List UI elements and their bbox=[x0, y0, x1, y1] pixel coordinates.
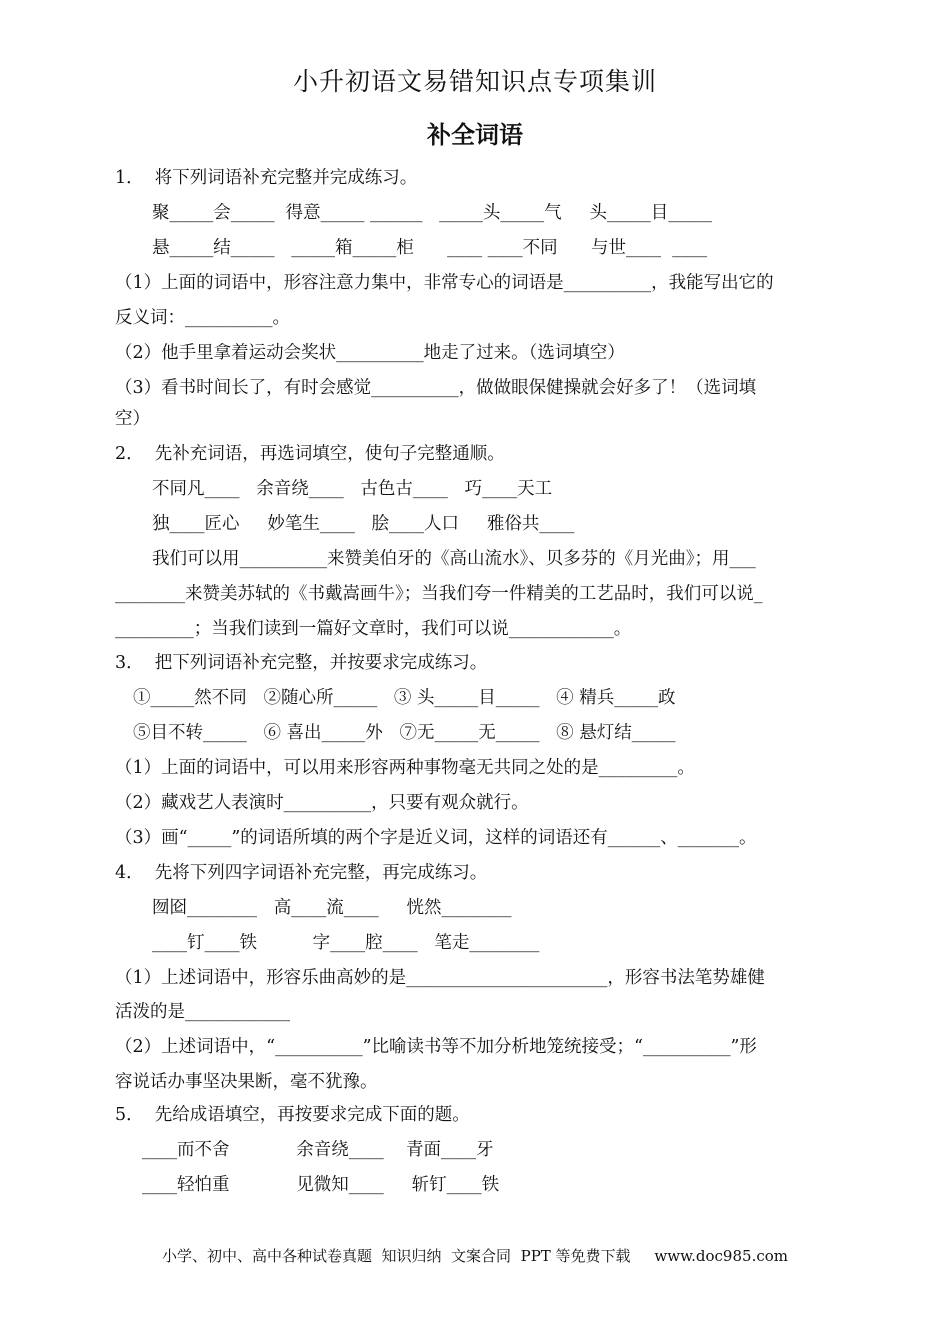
q5-word-row-1: ____而不舍 余音绕____ 青面____牙 bbox=[142, 1140, 494, 1160]
q1-part-1: （1）上面的词语中，形容注意力集中，非常专心的词语是__________，我能写出它的 bbox=[115, 273, 774, 293]
page-footer: 小学、初中、高中各种试卷真题 知识归纳 文案合同 PPT 等免费下载 www.doc985.com bbox=[161, 1247, 788, 1265]
q3-part-3: （3）画“_____”的词语所填的两个字是近义词，这样的词语还有______、_______。 bbox=[115, 828, 757, 848]
q3-part-1: （1）上面的词语中，可以用来形容两种事物毫无共同之处的是_________。 bbox=[115, 758, 695, 778]
q2-paragraph-3: _________；当我们读到一篇好文章时，我们可以说____________。 bbox=[115, 619, 632, 639]
question-5-heading: 5． 先给成语填空，再按要求完成下面的题。 bbox=[115, 1105, 470, 1125]
q1-word-row-1: 聚_____会_____ 得意_____ ______ _____头_____气 头_____目_____ bbox=[152, 203, 712, 223]
page-subtitle: 补全词语 bbox=[427, 121, 523, 149]
q5-word-row-2: ____轻怕重 见微知____ 斩钉____铁 bbox=[142, 1175, 500, 1195]
q1-word-row-2: 悬_____结_____ _____箱_____柜 ____ ____不同 与世____ ____ bbox=[152, 238, 708, 258]
q4-part-2-cont: 容说话办事坚决果断，毫不犹豫。 bbox=[115, 1072, 378, 1092]
question-1-heading: 1． 将下列词语补充完整并完成练习。 bbox=[115, 168, 418, 188]
question-2-heading: 2． 先补充词语，再选词填空，使句子完整通顺。 bbox=[115, 444, 505, 464]
q4-word-row-1: 囫囵________ 高____流____ 恍然________ bbox=[152, 898, 512, 918]
q3-word-row-1: ①_____然不同 ②随心所_____ ③ 头_____目_____ ④ 精兵_____政 bbox=[133, 688, 676, 708]
q2-paragraph-2: ________来赞美苏轼的《书戴嵩画牛》；当我们夸一件精美的工艺品时，我们可以说_ bbox=[115, 584, 763, 604]
q1-part-3: （3）看书时间长了，有时会感觉__________，做做眼保健操就会好多了！（选词填 bbox=[115, 378, 757, 398]
q1-part-1-cont: 反义词：__________。 bbox=[115, 308, 290, 328]
q4-word-row-2: ____钉____铁 字____腔____ 笔走________ bbox=[152, 933, 540, 953]
q2-paragraph-1: 我们可以用__________来赞美伯牙的《高山流水》、贝多芬的《月光曲》；用___ bbox=[152, 549, 756, 569]
q4-part-1-cont: 活泼的是____________ bbox=[115, 1002, 290, 1022]
q4-part-1: （1）上述词语中，形容乐曲高妙的是_______________________，形容书法笔势雄健 bbox=[115, 968, 765, 988]
q4-part-2: （2）上述词语中，“__________”比喻读书等不加分析地笼统接受；“__________”形 bbox=[115, 1037, 757, 1057]
question-3-heading: 3． 把下列词语补充完整，并按要求完成练习。 bbox=[115, 653, 488, 673]
page-title: 小升初语文易错知识点专项集训 bbox=[292, 67, 657, 96]
q3-word-row-2: ⑤目不转_____ ⑥ 喜出_____外 ⑦无_____无_____ ⑧ 悬灯结_____ bbox=[133, 723, 676, 743]
q1-part-2: （2）他手里拿着运动会奖状__________地走了过来。（选词填空） bbox=[115, 343, 625, 363]
q1-part-3-cont: 空） bbox=[115, 409, 150, 429]
question-4-heading: 4． 先将下列四字词语补充完整，再完成练习。 bbox=[115, 863, 488, 883]
q3-part-2: （2）藏戏艺人表演时__________，只要有观众就行。 bbox=[115, 793, 529, 813]
q2-word-row-1: 不同凡____ 余音绕____ 古色古____ 巧____天工 bbox=[152, 479, 553, 499]
q2-word-row-2: 独____匠心 妙笔生____ 脍____人口 雅俗共____ bbox=[152, 514, 575, 534]
